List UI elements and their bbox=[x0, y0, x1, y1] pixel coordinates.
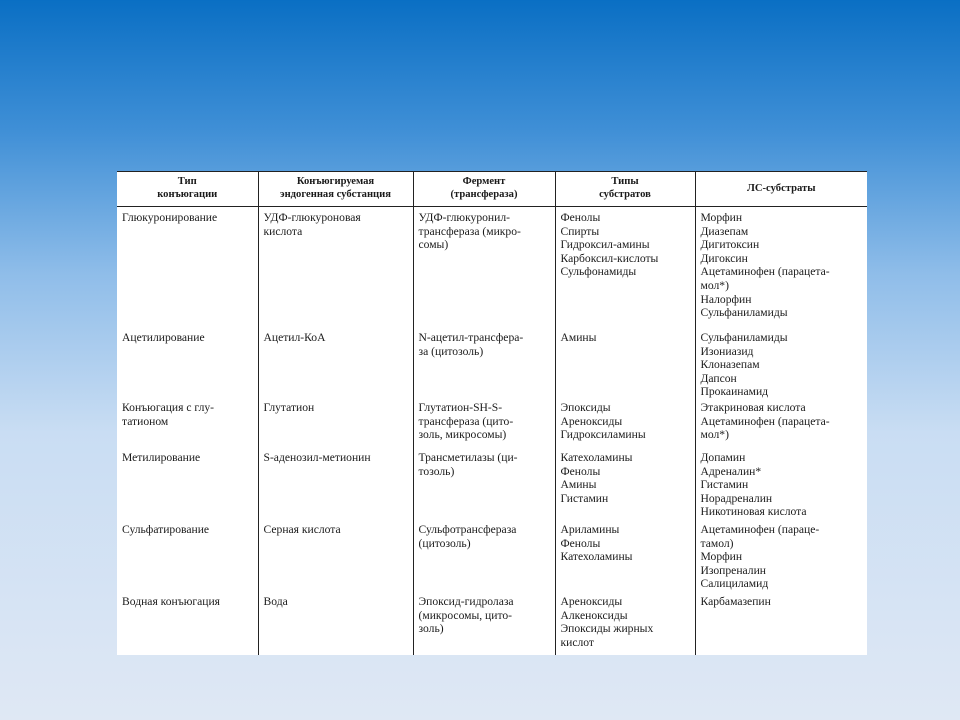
cell-endogenous-substance: Вода bbox=[258, 594, 413, 655]
cell-conjugation-type: Водная конъюгация bbox=[117, 594, 258, 655]
header-conjugation-type: Тип конъюгации bbox=[117, 172, 258, 207]
cell-endogenous-substance: Глутатион bbox=[258, 400, 413, 450]
cell-substrate-types: Фенолы Спирты Гидроксил-амины Карбоксил-кислоты Сульфонамиды bbox=[555, 207, 695, 331]
cell-endogenous-substance: Серная кислота bbox=[258, 522, 413, 594]
cell-conjugation-type: Ацетилирование bbox=[117, 330, 258, 400]
conjugation-table-image bbox=[117, 171, 867, 655]
cell-enzyme: N-ацетил-трансфера- за (цитозоль) bbox=[413, 330, 555, 400]
cell-enzyme: Эпоксид-гидролаза (микросомы, цито- золь) bbox=[413, 594, 555, 655]
table-row bbox=[117, 400, 867, 450]
cell-enzyme: Сульфотрансфераза (цитозоль) bbox=[413, 522, 555, 594]
cell-substrate-types: Ариламины Фенолы Катехоламины bbox=[555, 522, 695, 594]
cell-enzyme: УДФ-глюкуронил- трансфераза (микро- сомы) bbox=[413, 207, 555, 331]
table-row bbox=[117, 207, 867, 331]
conjugation-table bbox=[117, 171, 867, 655]
cell-drug-substrates: Карбамазепин bbox=[700, 595, 771, 608]
cell-conjugation-type: Сульфатирование bbox=[117, 522, 258, 594]
cell-enzyme: Глутатион-SH-S- трансфераза (цито- золь, микросомы) bbox=[413, 400, 555, 450]
table-row bbox=[117, 594, 867, 655]
table-row bbox=[117, 522, 867, 594]
cell-drug-substrates: Морфин Диазепам Дигитоксин Дигоксин Ацетаминофен (парацета- мол*) Налорфин Сульфаниламиды bbox=[700, 211, 830, 320]
cell-substrate-types: Катехоламины Фенолы Амины Гистамин bbox=[555, 450, 695, 522]
cell-drug-substrates: Допамин Адреналин* Гистамин Норадреналин Никотиновая кислота bbox=[700, 451, 807, 519]
cell-substrate-types: Амины bbox=[555, 330, 695, 400]
header-substrate-types: Типы субстратов bbox=[555, 172, 695, 207]
table-row bbox=[117, 450, 867, 522]
cell-drug-substrates: Сульфаниламиды Изониазид Клоназепам Дапсон Прокаинамид bbox=[700, 331, 788, 399]
cell-drug-substrates: Ацетаминофен (парацe- тамол) Морфин Изопреналин Салициламид bbox=[700, 523, 820, 591]
header-enzyme: Фермент (трансфераза) bbox=[413, 172, 555, 207]
cell-conjugation-type: Глюкуронирование bbox=[117, 207, 258, 331]
cell-substrate-types: Ареноксиды Алкеноксиды Эпоксиды жирных кислот bbox=[555, 594, 695, 655]
cell-endogenous-substance: S-аденозил-метионин bbox=[258, 450, 413, 522]
header-endogenous-substance: Конъюгируемая эндогенная субстанция bbox=[258, 172, 413, 207]
cell-drug-substrates: Этакриновая кислота Ацетаминофен (парацета- мол*) bbox=[700, 401, 830, 442]
cell-substrate-types: Эпоксиды Ареноксиды Гидроксиламины bbox=[555, 400, 695, 450]
table-header-row bbox=[117, 172, 867, 207]
header-drug-substrates: ЛС-субстраты bbox=[695, 172, 867, 207]
table-row bbox=[117, 330, 867, 400]
cell-endogenous-substance: УДФ-глюкуроновая кислота bbox=[258, 207, 413, 331]
cell-conjugation-type: Конъюгация с глу- татионом bbox=[117, 400, 258, 450]
cell-enzyme: Трансметилазы (ци- тозоль) bbox=[413, 450, 555, 522]
cell-conjugation-type: Метилирование bbox=[117, 450, 258, 522]
cell-endogenous-substance: Ацетил-КоА bbox=[258, 330, 413, 400]
